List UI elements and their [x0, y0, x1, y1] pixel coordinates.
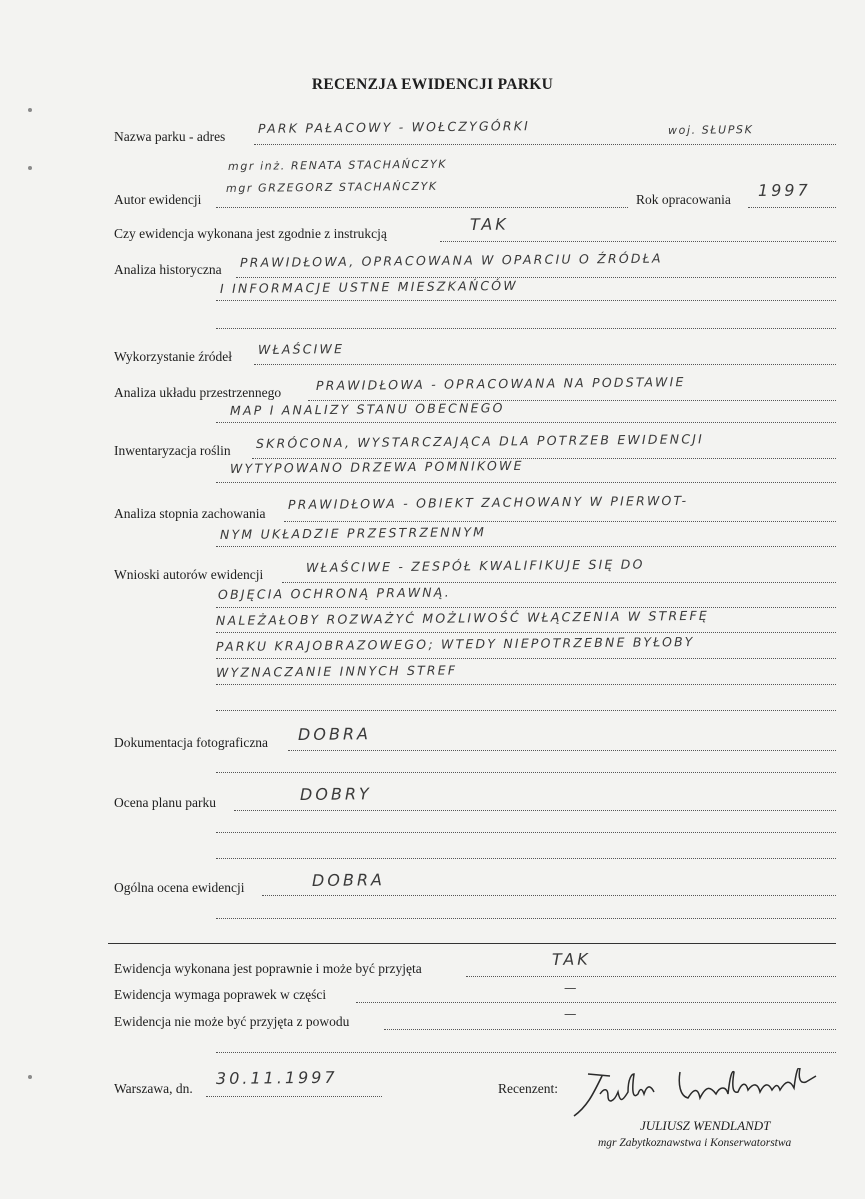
value-conclusions-3: NALEŻAŁOBY ROZWAŻYĆ MOŻLIWOŚĆ WŁĄCZENIA W STREFĘ [215, 607, 709, 628]
margin-mark [28, 166, 32, 170]
label-accepted: Ewidencja wykonana jest poprawnie i może być przyjęta [114, 961, 422, 976]
value-historical-1: PRAWIDŁOWA, OPRACOWANA W OPARCIU O ŹRÓDŁA [239, 250, 663, 270]
label-plants: Inwentaryzacja roślin [114, 443, 231, 458]
line-conclusions-3 [216, 632, 836, 633]
line-historical-2 [216, 300, 836, 301]
value-sources: WŁAŚCIWE [257, 341, 345, 357]
line-conclusions-6 [216, 710, 836, 711]
line-conclusions-2 [216, 607, 836, 608]
line-accepted [466, 976, 836, 977]
line-photo-2 [216, 772, 836, 773]
margin-mark [28, 108, 32, 112]
line-conclusions-5 [216, 684, 836, 685]
value-author-2: mgr GRZEGORZ STACHAŃCZYK [225, 179, 438, 195]
value-rejected: — [563, 1005, 579, 1021]
line-rejected [384, 1029, 836, 1030]
value-accepted: TAK [551, 949, 591, 969]
line-compliance [440, 241, 836, 242]
reviewer-signature [570, 1068, 840, 1124]
value-conclusions-2: OBJĘCIA OCHRONĄ PRAWNĄ. [217, 584, 452, 602]
line-conclusions-4 [216, 658, 836, 659]
line-plants-2 [216, 482, 836, 483]
value-date: 30.11.1997 [215, 1067, 338, 1088]
reviewer-name: JULIUSZ WENDLANDT [640, 1118, 771, 1133]
label-spatial: Analiza układu przestrzennego [114, 385, 282, 400]
line-plan-1 [234, 810, 836, 811]
value-historical-2: I INFORMACJE USTNE MIESZKAŃCÓW [219, 277, 518, 296]
margin-mark [28, 1075, 32, 1079]
label-plan: Ocena planu parku [114, 795, 216, 810]
line-historical-3 [216, 328, 836, 329]
label-reviewer: Recenzent: [498, 1081, 558, 1096]
value-park-region: woj. SŁUPSK [667, 123, 754, 137]
reviewer-title: mgr Zabytkoznawstwa i Konserwatorstwa [598, 1137, 792, 1149]
section-divider [108, 943, 836, 944]
value-spatial-2: MAP I ANALIZY STANU OBECNEGO [229, 400, 505, 418]
line-corrections [356, 1002, 836, 1003]
line-conclusions-1 [282, 582, 836, 583]
line-sources [254, 364, 836, 365]
line-preservation-2 [216, 546, 836, 547]
value-plants-2: WYTYPOWANO DRZEWA POMNIKOWE [229, 457, 524, 476]
label-conclusions: Wnioski autorów ewidencji [114, 567, 264, 582]
line-year [748, 207, 836, 208]
value-plan: DOBRY [299, 784, 372, 804]
value-preservation-1: PRAWIDŁOWA - OBIEKT ZACHOWANY W PIERWOT- [287, 492, 689, 512]
value-conclusions-4: PARKU KRAJOBRAZOWEGO; WTEDY NIEPOTRZEBNE BYŁOBY [215, 633, 695, 654]
value-overall: DOBRA [311, 870, 386, 890]
label-rejected: Ewidencja nie może być przyjęta z powodu [114, 1014, 350, 1029]
value-conclusions-5: WYZNACZANIE INNYCH STREF [215, 662, 458, 680]
line-park-name [254, 144, 836, 145]
label-sources: Wykorzystanie źródeł [114, 349, 233, 364]
value-compliance: TAK [469, 214, 509, 234]
line-photo-1 [288, 750, 836, 751]
label-author: Autor ewidencji [114, 192, 202, 207]
line-plan-3 [216, 858, 836, 859]
value-conclusions-1: WŁAŚCIWE - ZESPÓŁ KWALIFIKUJE SIĘ DO [305, 556, 645, 575]
value-corrections: — [563, 979, 579, 995]
label-historical: Analiza historyczna [114, 262, 222, 277]
label-park-name: Nazwa parku - adres [114, 129, 226, 144]
line-date [206, 1096, 382, 1097]
value-preservation-2: NYM UKŁADZIE PRZESTRZENNYM [219, 524, 487, 542]
value-author-1: mgr inż. RENATA STACHAŃCZYK [227, 157, 448, 173]
value-park-name: PARK PAŁACOWY - WOŁCZYGÓRKI [257, 118, 531, 136]
value-photo: DOBRA [297, 724, 372, 744]
label-corrections: Ewidencja wymaga poprawek w części [114, 987, 327, 1002]
label-photo: Dokumentacja fotograficzna [114, 735, 269, 750]
form-title: RECENZJA EWIDENCJI PARKU [311, 76, 554, 93]
line-plan-2 [216, 832, 836, 833]
label-overall: Ogólna ocena ewidencji [114, 880, 245, 895]
line-overall-1 [262, 895, 836, 896]
line-author [216, 207, 628, 208]
line-preservation-1 [284, 521, 836, 522]
label-place-date: Warszawa, dn. [114, 1081, 193, 1096]
line-historical-1 [236, 277, 836, 278]
line-rejected-2 [216, 1052, 836, 1053]
value-spatial-1: PRAWIDŁOWA - OPRACOWANA NA PODSTAWIE [315, 374, 686, 393]
label-year: Rok opracowania [636, 192, 731, 207]
value-year: 1997 [757, 180, 811, 200]
line-spatial-2 [216, 422, 836, 423]
label-preservation: Analiza stopnia zachowania [114, 506, 266, 521]
label-compliance: Czy ewidencja wykonana jest zgodnie z instrukcją [114, 226, 387, 241]
line-overall-2 [216, 918, 836, 919]
value-plants-1: SKRÓCONA, WYSTARCZAJĄCA DLA POTRZEB EWIDENCJI [255, 431, 705, 451]
